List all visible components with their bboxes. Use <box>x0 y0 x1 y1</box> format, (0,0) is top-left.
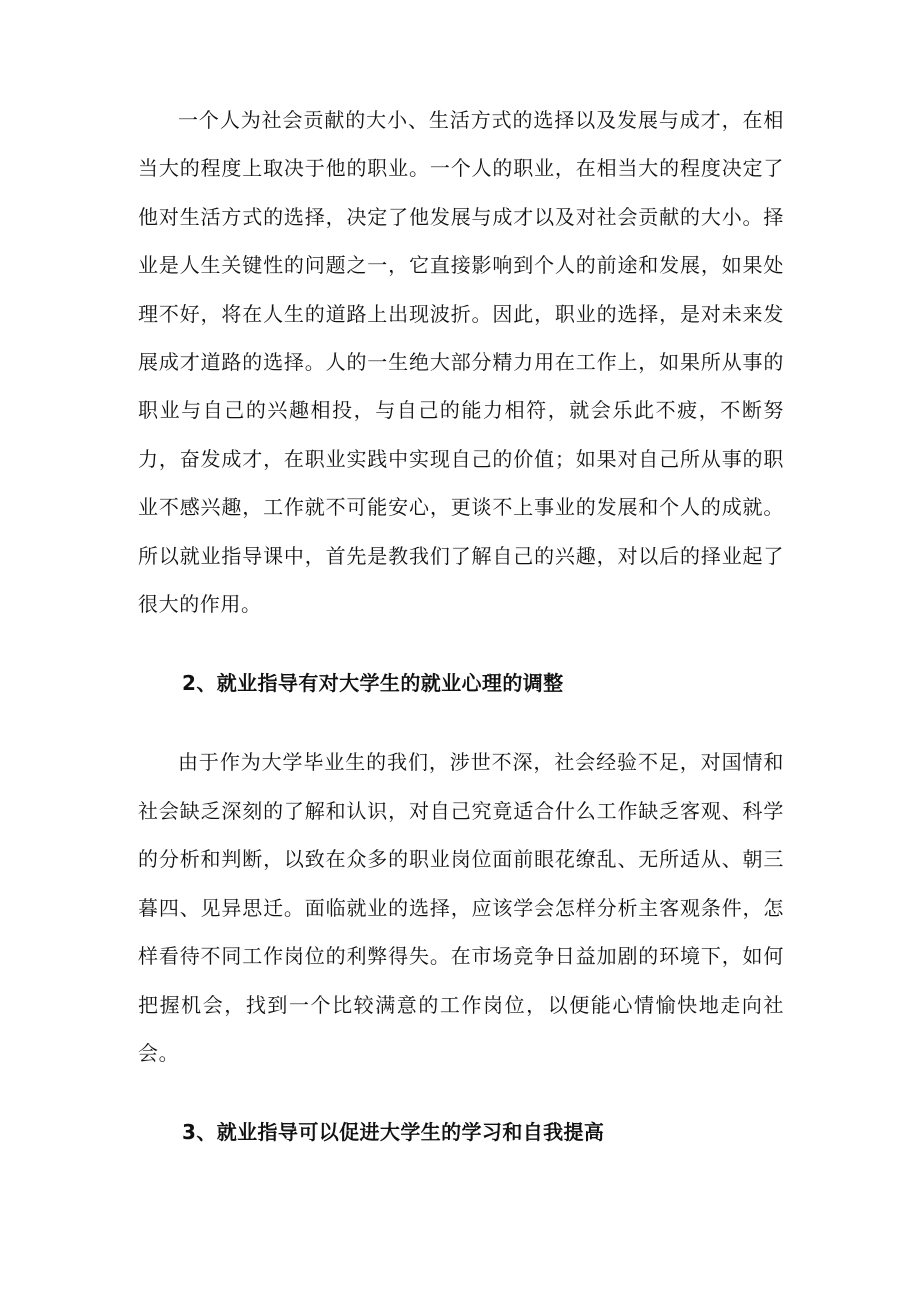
body-paragraph: 一个人为社会贡献的大小、生活方式的选择以及发展与成才，在相当大的程度上取决于他的职业。一个人的职业，在相当大的程度决定了他对生活方式的选择，决定了他发展与成才以及对社会贡献的大小。择业是人生关键性的问题之一，它直接影响到个人的前途和发展，如果处理不好，将在人生的道路上出现波折。因此，职业的选择，是对未来发展成才道路的选择。人的一生绝大部分精力用在工作上，如果所从事的职业与自己的兴趣相投，与自己的能力相符，就会乐此不疲，不断努力，奋发成才，在职业实践中实现自己的价值；如果对自己所从事的职业不感兴趣，工作就不可能安心，更谈不上事业的发展和个人的成就。所以就业指导课中，首先是教我们了解自己的兴趣，对以后的择业起了很大的作用。 <box>138 108 784 617</box>
section-heading: 3、就业指导可以促进大学生的学习和自我提高 <box>182 1120 605 1145</box>
section-heading: 2、就业指导有对大学生的就业心理的调整 <box>182 671 564 696</box>
body-paragraph: 由于作为大学毕业生的我们，涉世不深，社会经验不足，对国情和社会缺乏深刻的了解和认识，对自己究竟适合什么工作缺乏客观、科学的分析和判断，以致在众多的职业岗位面前眼花缭乱、无所适从、朝三暮四、见异思迁。面临就业的选择，应该学会怎样分析主客观条件，怎样看待不同工作岗位的利弊得失。在市场竞争日益加剧的环境下，如何把握机会，找到一个比较满意的工作岗位，以便能心情愉快地走向社会。 <box>138 750 784 1065</box>
